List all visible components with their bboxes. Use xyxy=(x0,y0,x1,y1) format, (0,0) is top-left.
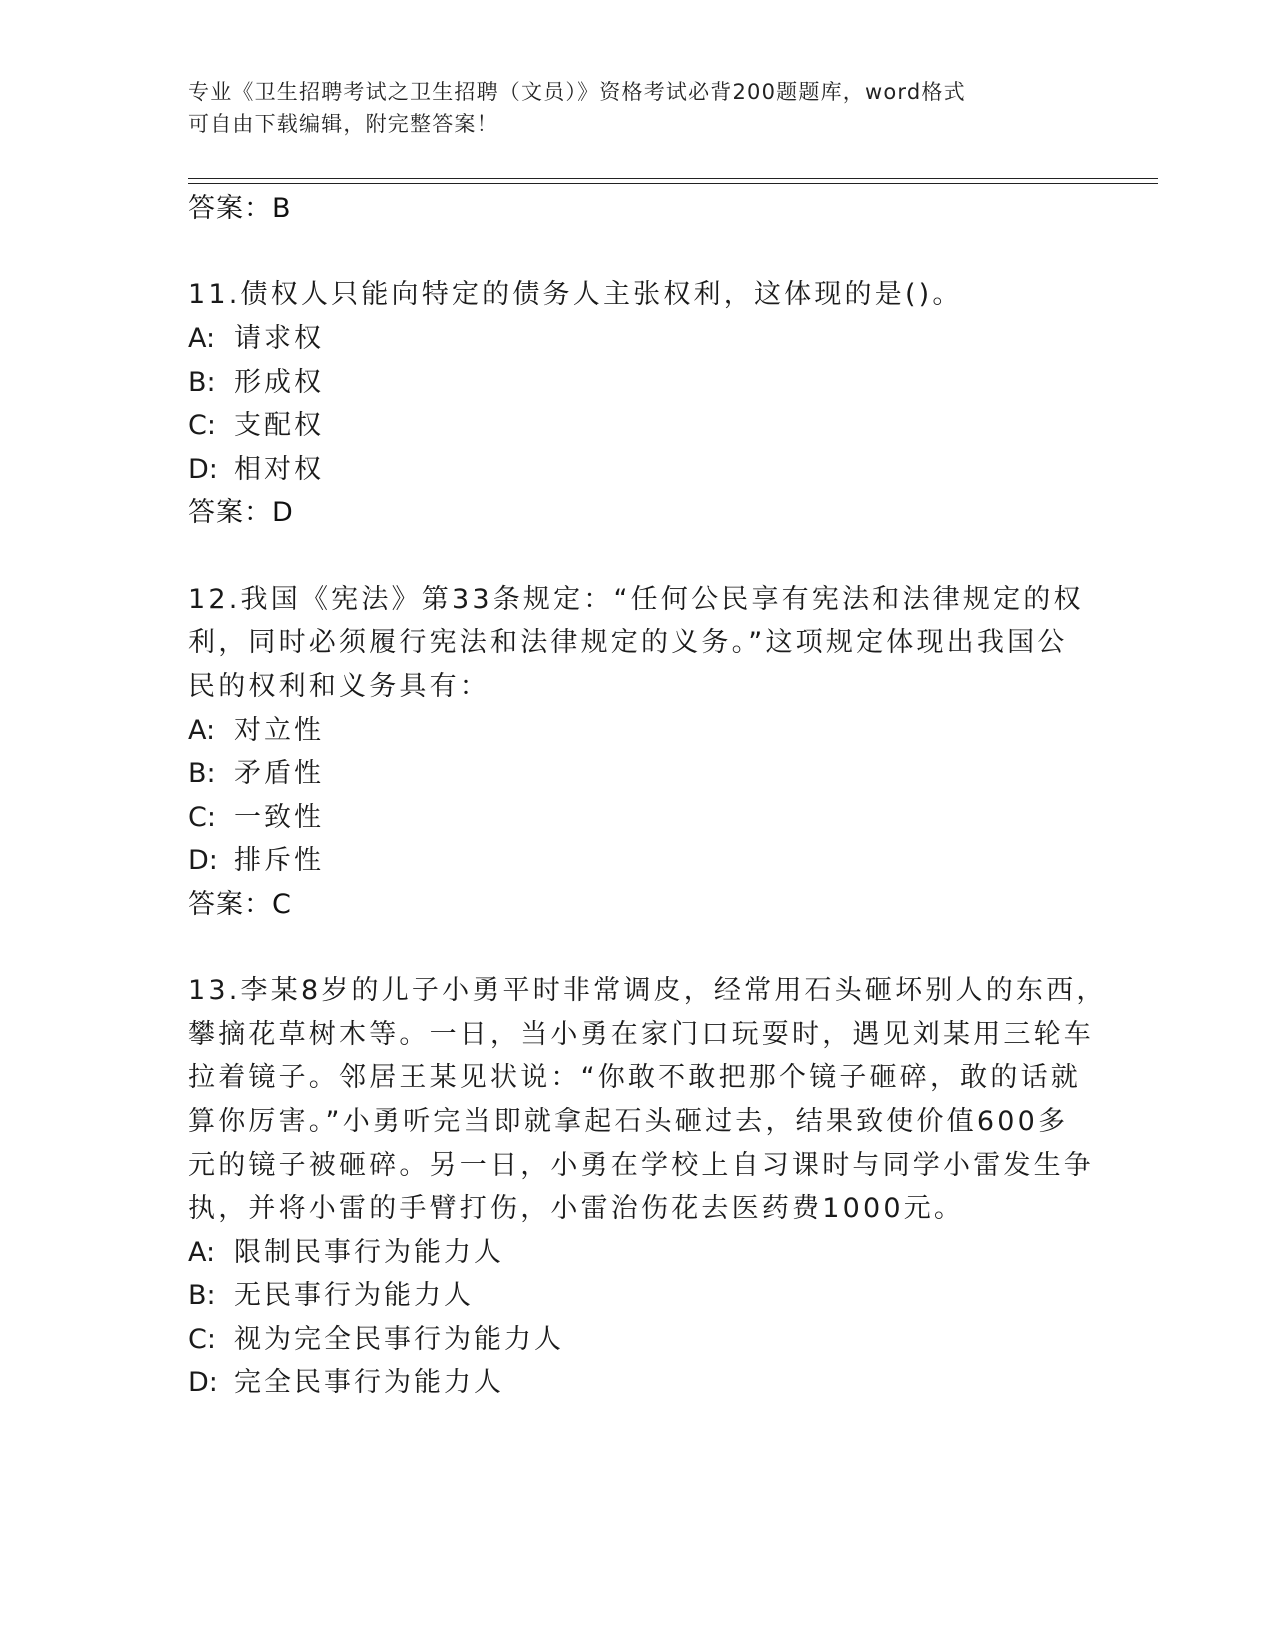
option-text: 支配权 xyxy=(234,410,324,441)
question-text-line: 民的权利和义务具有： xyxy=(188,671,490,702)
option-d xyxy=(188,447,324,486)
option-label: A: xyxy=(188,715,216,746)
option-text: 限制民事行为能力人 xyxy=(234,1237,504,1268)
option-label: B: xyxy=(188,367,216,398)
answer: 答案：D xyxy=(188,497,294,528)
header-divider-top xyxy=(188,178,1158,179)
question-text-line: 13.李某8岁的儿子小勇平时非常调皮，经常用石头砸坏别人的东西， xyxy=(188,975,1107,1006)
option-d xyxy=(188,838,324,877)
option-label: D: xyxy=(188,1367,218,1398)
question-text-line: 攀摘花草树木等。一日，当小勇在家门口玩耍时，遇见刘某用三轮车 xyxy=(188,1019,1094,1050)
option-d xyxy=(188,1360,504,1399)
header-divider-bottom xyxy=(188,183,1158,184)
question-text: 11.债权人只能向特定的债务人主张权利，这体现的是()。 xyxy=(188,279,963,310)
option-text: 视为完全民事行为能力人 xyxy=(234,1324,564,1355)
previous-answer: 答案：B xyxy=(188,193,292,224)
document-header xyxy=(188,76,1068,140)
option-label: B: xyxy=(188,758,216,789)
option-c xyxy=(188,1317,564,1356)
option-label: A: xyxy=(188,1237,216,1268)
option-label: A: xyxy=(188,323,216,354)
option-c xyxy=(188,795,324,834)
option-label: B: xyxy=(188,1280,216,1311)
answer: 答案：C xyxy=(188,889,292,920)
option-text: 相对权 xyxy=(234,454,324,485)
option-a xyxy=(188,1230,504,1269)
question-text-line: 算你厉害。”小勇听完当即就拿起石头砸过去，结果致使价值600多 xyxy=(188,1106,1069,1137)
option-text: 请求权 xyxy=(234,323,324,354)
option-label: D: xyxy=(188,454,218,485)
option-label: C: xyxy=(188,1324,216,1355)
option-text: 矛盾性 xyxy=(234,758,324,789)
option-text: 一致性 xyxy=(234,802,324,833)
option-c xyxy=(188,403,324,442)
option-text: 完全民事行为能力人 xyxy=(234,1367,504,1398)
question-text-line: 拉着镜子。邻居王某见状说：“你敢不敢把那个镜子砸碎，敢的话就 xyxy=(188,1062,1081,1093)
question-text-line: 元的镜子被砸碎。另一日，小勇在学校上自习课时与同学小雷发生争 xyxy=(188,1150,1094,1181)
question-text-line: 利，同时必须履行宪法和法律规定的义务。”这项规定体现出我国公 xyxy=(188,627,1068,658)
option-label: D: xyxy=(188,845,218,876)
option-a xyxy=(188,316,324,355)
header-line-2: 可自由下载编辑，附完整答案！ xyxy=(188,112,499,136)
option-text: 对立性 xyxy=(234,715,324,746)
option-text: 形成权 xyxy=(234,367,324,398)
option-a xyxy=(188,708,324,747)
option-label: C: xyxy=(188,802,216,833)
header-line-1: 专业《卫生招聘考试之卫生招聘（文员）》资格考试必背200题题库，word格式 xyxy=(188,80,966,104)
question-text-line: 执，并将小雷的手臂打伤，小雷治伤花去医药费1000元。 xyxy=(188,1193,965,1224)
question-text-line: 12.我国《宪法》第33条规定：“任何公民享有宪法和法律规定的权 xyxy=(188,584,1084,615)
option-b xyxy=(188,1273,474,1312)
option-text: 排斥性 xyxy=(234,845,324,876)
option-b xyxy=(188,360,324,399)
option-label: C: xyxy=(188,410,216,441)
option-b xyxy=(188,751,324,790)
option-text: 无民事行为能力人 xyxy=(234,1280,474,1311)
